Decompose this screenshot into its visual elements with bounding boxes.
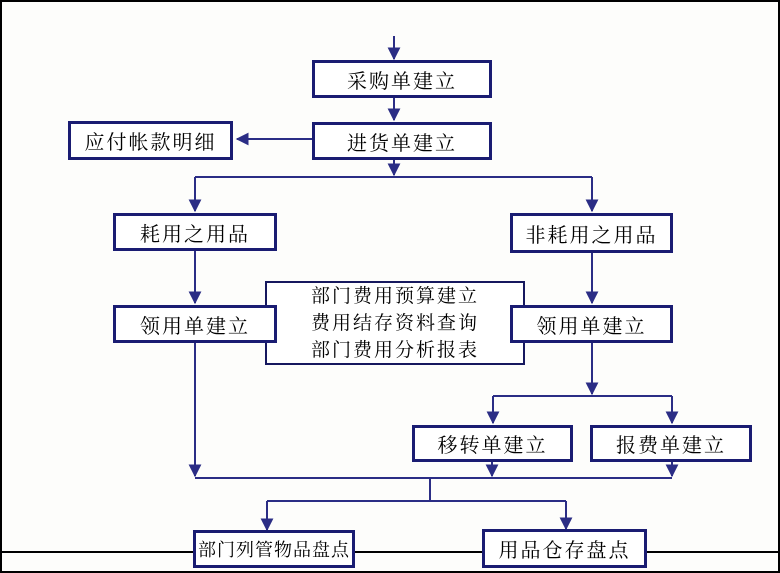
expense-center-line-3: 部门费用分析报表 (310, 339, 479, 361)
node-expense-center (265, 281, 525, 365)
node-purchase-order: 采购单建立 (312, 60, 492, 98)
node-consumable-supplies: 耗用之用品 (113, 213, 277, 251)
expense-center-line-2: 费用结存资料查询 (310, 312, 479, 334)
node-non-consumable-supplies: 非耗用之用品 (510, 213, 673, 253)
node-requisition-left: 领用单建立 (113, 305, 277, 343)
expense-center-line-1: 部门费用预算建立 (310, 285, 479, 307)
node-goods-receipt: 进货单建立 (312, 122, 492, 160)
node-accounts-payable: 应付帐款明细 (68, 121, 233, 160)
node-dept-managed-items-count: 部门列管物品盘点 (193, 530, 355, 568)
node-transfer-order: 移转单建立 (412, 425, 573, 462)
node-supplies-warehouse-count: 用品仓存盘点 (482, 529, 647, 568)
node-report-fee-order: 报费单建立 (590, 425, 752, 462)
node-requisition-right: 领用单建立 (510, 305, 673, 343)
